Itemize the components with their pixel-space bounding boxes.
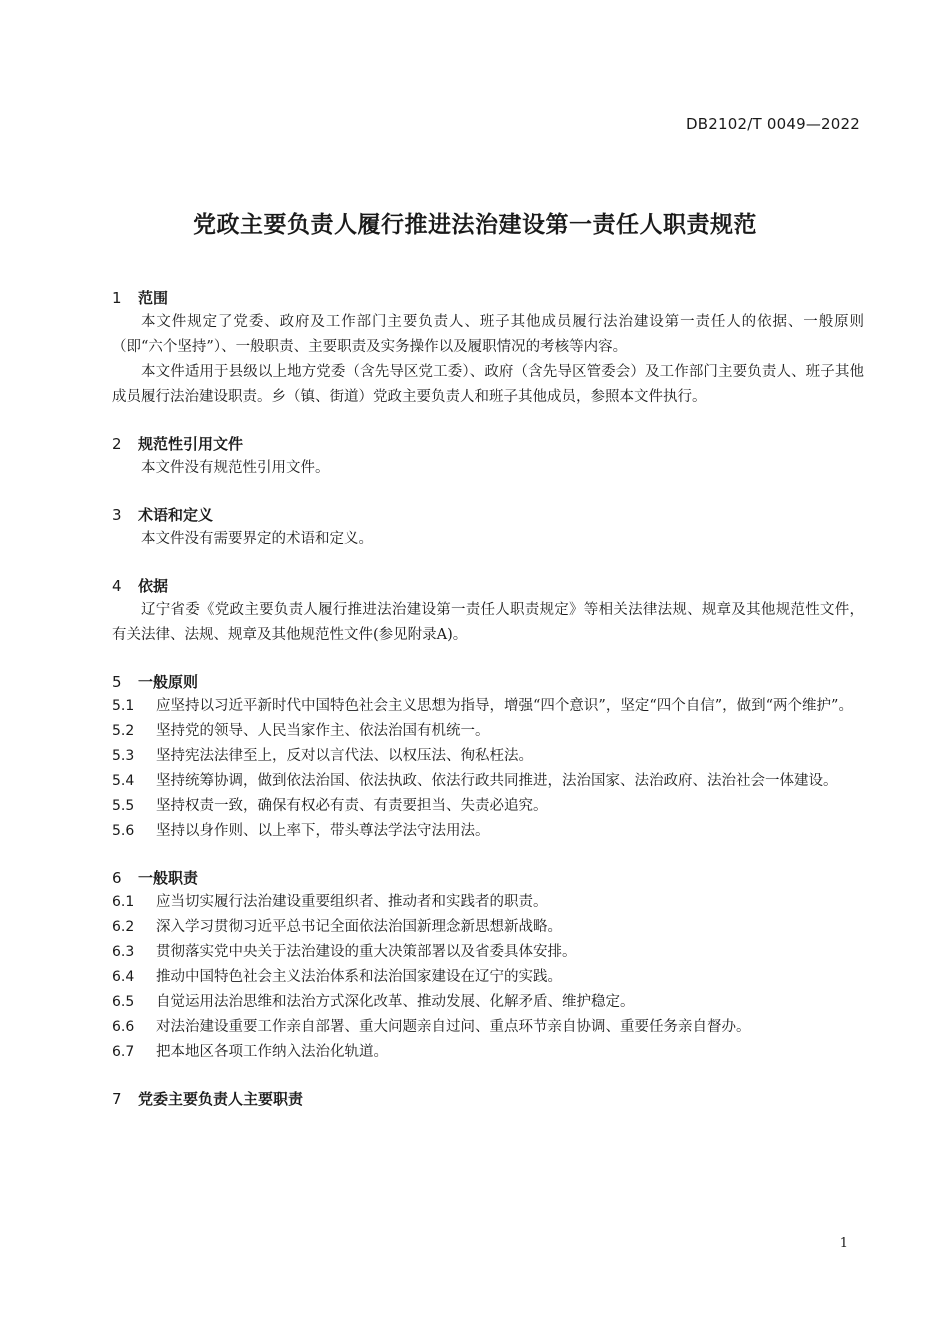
section-heading: 4 依据 — [112, 577, 169, 595]
list-item: 6.3 贯彻落实党中央关于法治建设的重大决策部署以及省委具体安排。 — [112, 944, 577, 960]
section-basis — [112, 574, 864, 648]
list-item: 6.5 自觉运用法治思维和法治方式深化改革、推动发展、化解矛盾、维护稳定。 — [112, 994, 635, 1010]
section-heading: 7 党委主要负责人主要职责 — [112, 1090, 304, 1108]
page-number: 1 — [839, 1236, 848, 1251]
section-heading: 5 一般原则 — [112, 673, 199, 691]
section-normative-references — [112, 432, 864, 481]
list-item: 6.6 对法治建设重要工作亲自部署、重大问题亲自过问、重点环节亲自协调、重要任务亲自督办。 — [112, 1019, 751, 1035]
section-general-principles — [112, 670, 864, 844]
list-item: 6.4 推动中国特色社会主义法治体系和法治国家建设在辽宁的实践。 — [112, 969, 562, 985]
paragraph: 本文件没有规范性引用文件。 — [141, 460, 330, 476]
section-scope — [112, 286, 864, 410]
paragraph: 本文件适用于县级以上地方党委（含先导区党工委）、政府（含先导区管委会）及工作部门主要负责人、班子其他成员履行法治建设职责。乡（镇、街道）党政主要负责人和班子其他成员，参照本文件执行。 — [112, 364, 864, 405]
list-item: 5.4 坚持统筹协调，做到依法治国、依法执政、依法行政共同推进，法治国家、法治政府、法治社会一体建设。 — [112, 773, 838, 789]
section-heading: 3 术语和定义 — [112, 506, 214, 524]
section-general-duties — [112, 866, 864, 1065]
list-item: 6.2 深入学习贯彻习近平总书记全面依法治国新理念新思想新战略。 — [112, 919, 562, 935]
section-heading: 2 规范性引用文件 — [112, 435, 244, 453]
section-party-leader-duties — [112, 1087, 864, 1111]
list-item: 6.7 把本地区各项工作纳入法治化轨道。 — [112, 1044, 388, 1060]
section-terms-definitions — [112, 503, 864, 552]
paragraph: 本文件没有需要界定的术语和定义。 — [141, 531, 373, 547]
list-item: 5.2 坚持党的领导、人民当家作主、依法治国有机统一。 — [112, 723, 490, 739]
list-item: 6.1 应当切实履行法治建设重要组织者、推动者和实践者的职责。 — [112, 894, 548, 910]
section-heading: 1 范围 — [112, 289, 169, 307]
list-item: 5.6 坚持以身作则、以上率下，带头尊法学法守法用法。 — [112, 823, 490, 839]
list-item: 5.5 坚持权责一致，确保有权必有责、有责要担当、失责必追究。 — [112, 798, 548, 814]
list-item: 5.1 应坚持以习近平新时代中国特色社会主义思想为指导，增强“四个意识”，坚定“四个自信”，做到“两个维护”。 — [112, 698, 853, 714]
list-item: 5.3 坚持宪法法律至上，反对以言代法、以权压法、徇私枉法。 — [112, 748, 533, 764]
paragraph: 本文件规定了党委、政府及工作部门主要负责人、班子其他成员履行法治建设第一责任人的依据、一般原则（即“六个坚持”）、一般职责、主要职责及实务操作以及履职情况的考核等内容。 — [112, 314, 864, 355]
document-title: 党政主要负责人履行推进法治建设第一责任人职责规范 — [193, 212, 757, 238]
standard-code: DB2102/T 0049—2022 — [686, 115, 860, 133]
section-heading: 6 一般职责 — [112, 869, 199, 887]
document-body — [112, 286, 864, 1133]
paragraph: 辽宁省委《党政主要负责人履行推进法治建设第一责任人职责规定》等相关法律法规、规章及其他规范性文件，有关法律、法规、规章及其他规范性文件(参见附录A)。 — [112, 602, 864, 643]
